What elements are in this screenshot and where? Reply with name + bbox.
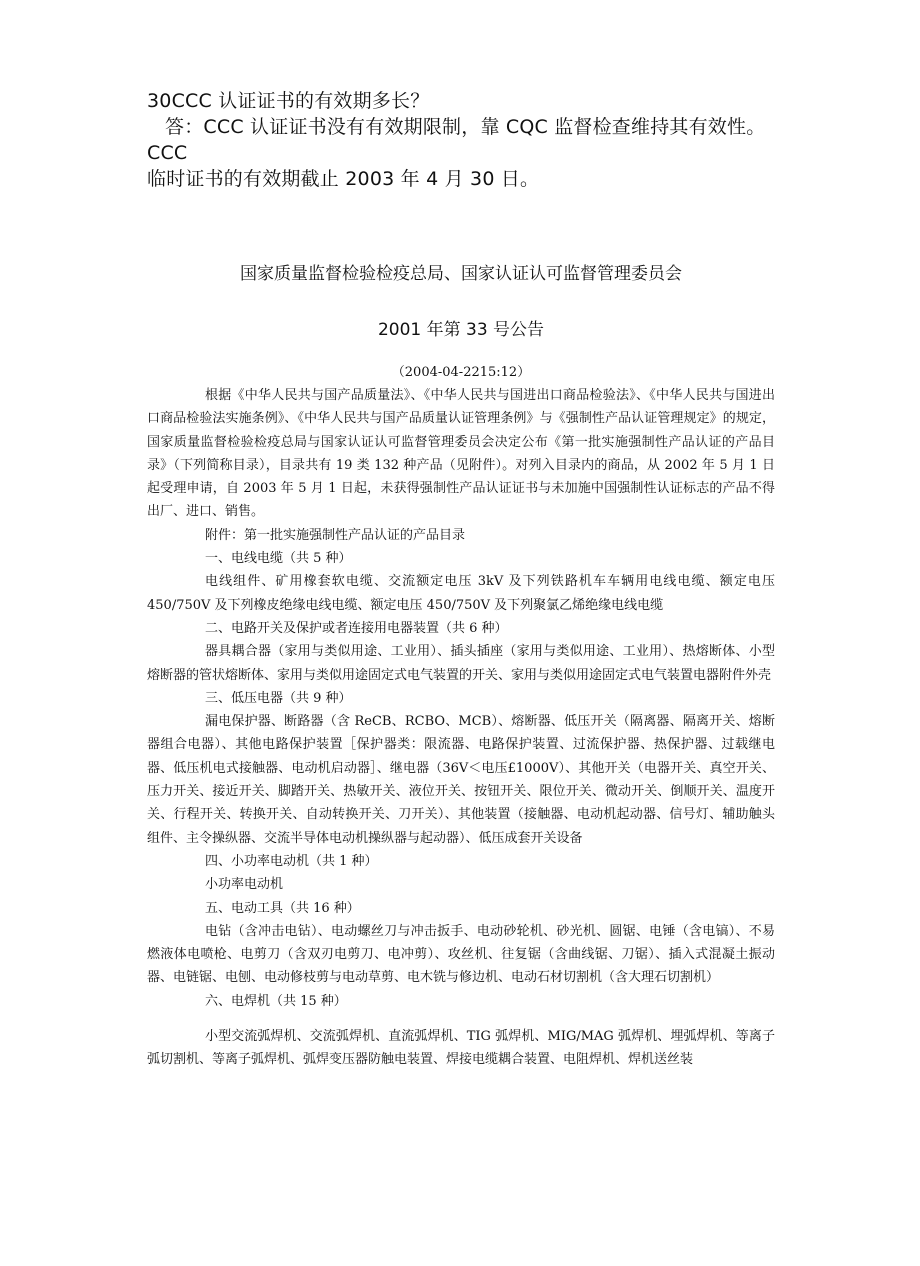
announcement [147,262,775,1072]
announcement-number: 2001 年第 33 号公告 [377,320,545,340]
section-content: 漏电保护器、断路器（含 ReCB、RCBO、MCB）、熔断器、低压开关（隔离器、隔离开关、熔断器组合电器）、其他电路保护装置［保护器类：限流器、电路保护装置、过流保护器、热保护器、过载继电器、低压机电式接触器、电动机启动器］、继电器（36V＜电压£1000V）、其他开关（电器开关、真空开关、压力开关、接近开关、脚踏开关、热敏开关、液位开关、按钮开关、限位开关、微动开关、倒顺开关、温度开关、行程开关、转换开关、自动转换开关、刀开关）、其他装置（接触器、电动机起动器、信号灯、辅助触头组件、主令操纵器、交流半导体电动机操纵器与起动器）、低压成套开关设备 [147,714,775,846]
section-heading: 三、低压电器（共 9 种） [205,690,352,706]
section-content: 小功率电动机 [205,877,284,893]
faq-block [147,88,787,192]
section-content: 电线组件、矿用橡套软电缆、交流额定电压 3kV 及下列铁路机车车辆用电线电缆、额定电压 450/750V 及下列橡皮绝缘电线电缆、额定电压 450/750V 及下列聚氯乙烯绝缘电线电缆 [147,574,775,613]
section-content: 小型交流弧焊机、交流弧焊机、直流弧焊机、TIG 弧焊机、MIG/MAG 弧焊机、埋弧焊机、等离子弧切割机、等离子弧焊机、弧焊变压器防触电装置、焊接电缆耦合装置、电阻焊机、焊机送丝装 [147,1029,775,1068]
faq-answer-line-1: 答：CCC 认证证书没有有效期限制，靠 CQC 监督检查维持其有效性。CCC [147,116,766,164]
faq-question: 30CCC 认证证书的有效期多长？ [147,90,430,112]
section-heading: 五、电动工具（共 16 种） [205,900,360,916]
attachment-line: 附件：第一批实施强制性产品认证的产品目录 [205,527,466,543]
section-heading: 六、电焊机（共 15 种） [205,993,347,1009]
spacer [147,1013,775,1025]
section-heading: 一、电线电缆（共 5 种） [205,551,352,567]
faq-answer-line-2: 临时证书的有效期截止 2003 年 4 月 30 日。 [147,168,540,190]
announcement-body [147,384,775,1072]
section-content: 器具耦合器（家用与类似用途、工业用）、插头插座（家用与类似用途、工业用）、热熔断体、小型熔断器的管状熔断体、家用与类似用途固定式电气装置的开关、家用与类似用途固定式电气装置电器附件外壳 [147,644,775,683]
announcement-issuer: 国家质量监督检验检疫总局、国家认证认可监督管理委员会 [240,264,682,284]
section-content: 电钻（含冲击电钻）、电动螺丝刀与冲击扳手、电动砂轮机、砂光机、圆锯、电锤（含电镐）、不易燃液体电喷枪、电剪刀（含双刃电剪刀、电冲剪）、攻丝机、往复锯（含曲线锯、刀锯）、插入式混凝土振动器、电链锯、电刨、电动修枝剪与电动草剪、电木铣与修边机、电动石材切割机（含大理石切割机） [147,923,775,986]
section-heading: 二、电路开关及保护或者连接用电器装置（共 6 种） [205,620,508,636]
intro-paragraph: 根据《中华人民共与国产品质量法》、《中华人民共与国进出口商品检验法》、《中华人民共与国进出口商品检验法实施条例》、《中华人民共与国产品质量认证管理条例》与《强制性产品认证管理规定》的规定，国家质量监督检验检疫总局与国家认证认可监督管理委员会决定公布《第一批实施强制性产品认证的产品目录》（下列简称目录），目录共有 19 类 132 种产品（见附件）。对列入目录内的商品，从 2002 年 5 月 1 日起受理申请，自 2003 年 5 月 1 日起，未获得强制性产品认证证书与未加施中国强制性认证标志的产品不得出厂、进口、销售。 [147,388,775,520]
announcement-date: （2004-04-2215:12） [391,365,531,380]
section-heading: 四、小功率电动机（共 1 种） [205,853,378,869]
